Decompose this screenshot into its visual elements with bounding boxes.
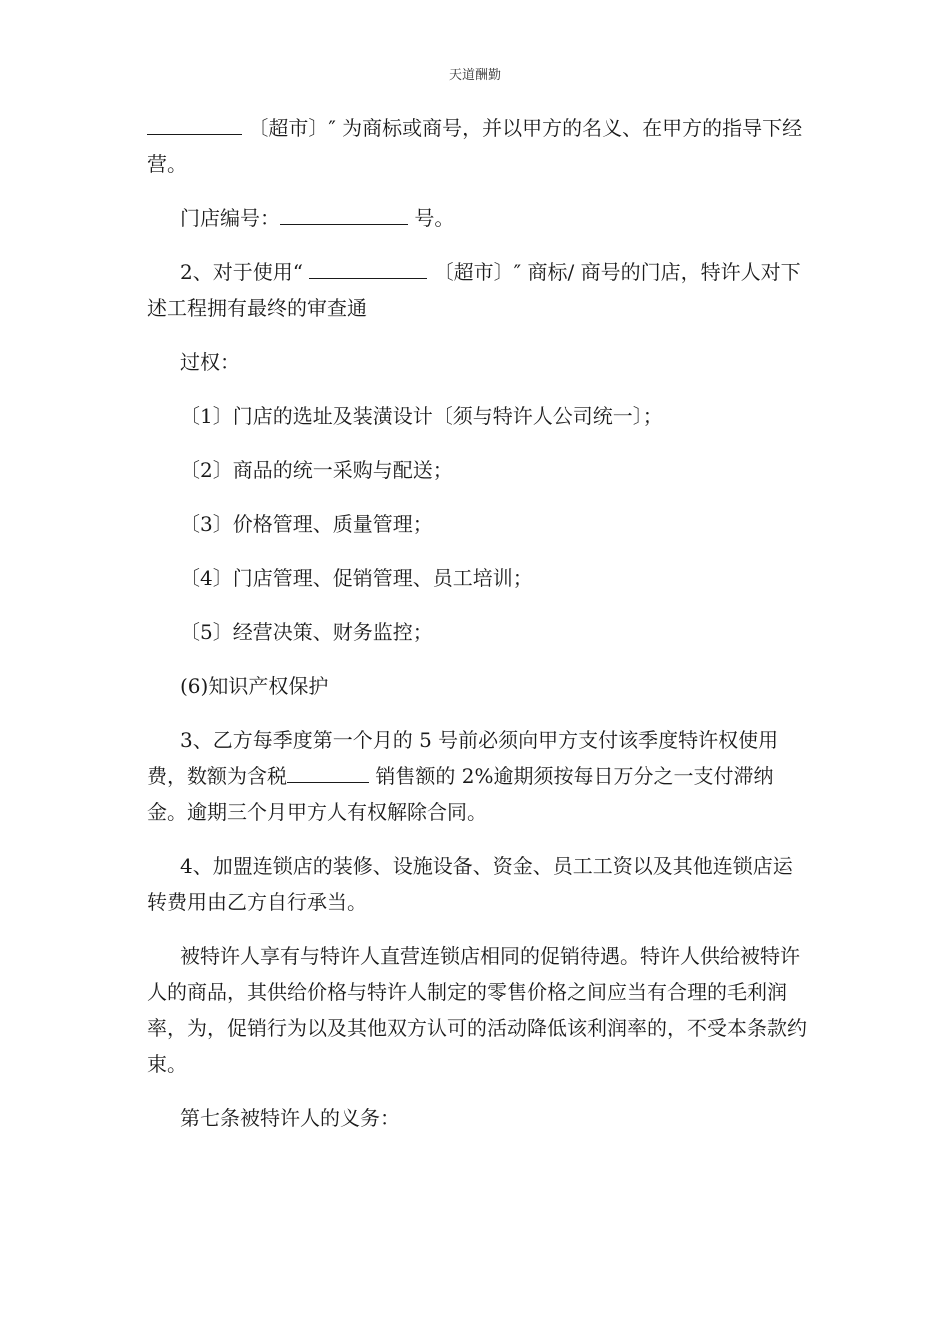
paragraph-approval: 过权：	[180, 350, 240, 374]
list-item: 〔5〕经营决策、财务监控；	[180, 620, 433, 644]
list-item: 〔1〕门店的选址及装潢设计〔须与特许人公司统一〕；	[180, 404, 663, 428]
blank-line	[147, 112, 242, 135]
paragraph-trademark: 〔超市〕″ 为商标或商号，并以甲方的名义、在甲方的指导下经营。	[147, 110, 807, 182]
list-item: 〔3〕价格管理、质量管理；	[180, 512, 433, 536]
paragraph-article-7: 第七条被特许人的义务：	[180, 1106, 400, 1130]
list-item: 〔2〕商品的统一采购与配送；	[180, 458, 453, 482]
list-item: (6)知识产权保护	[180, 674, 329, 698]
paragraph-clause-2: 2、对于使用“ 〔超市〕″ 商标/ 商号的门店，特许人对下述工程拥有最终的审查通	[147, 254, 807, 326]
list-item: 〔4〕门店管理、促销管理、员工培训；	[180, 566, 533, 590]
page-header: 天道酬勤	[448, 68, 501, 83]
blank-line	[309, 256, 427, 279]
blank-line	[287, 760, 369, 783]
paragraph-store-number: 门店编号： 号。	[147, 200, 807, 236]
paragraph-clause-3: 3、乙方每季度第一个月的 5 号前必须向甲方支付该季度特许权使用费，数额为含税 销售额的 2%逾期须按每日万分之一支付滞纳金。逾期三个月甲方人有权解除合同。	[147, 728, 779, 824]
paragraph-clause-4: 4、加盟连锁店的装修、设施设备、资金、员工工资以及其他连锁店运转费用由乙方自行承当。	[147, 854, 793, 914]
blank-line	[280, 202, 408, 225]
paragraph-promotion: 被特许人享有与特许人直营连锁店相同的促销待遇。特许人供给被特许人的商品，其供给价格与特许人制定的零售价格之间应当有合理的毛利润率，为，促销行为以及其他双方认可的活动降低该利润率的，不受本条款约束。	[147, 944, 807, 1076]
document-body	[147, 110, 807, 1154]
